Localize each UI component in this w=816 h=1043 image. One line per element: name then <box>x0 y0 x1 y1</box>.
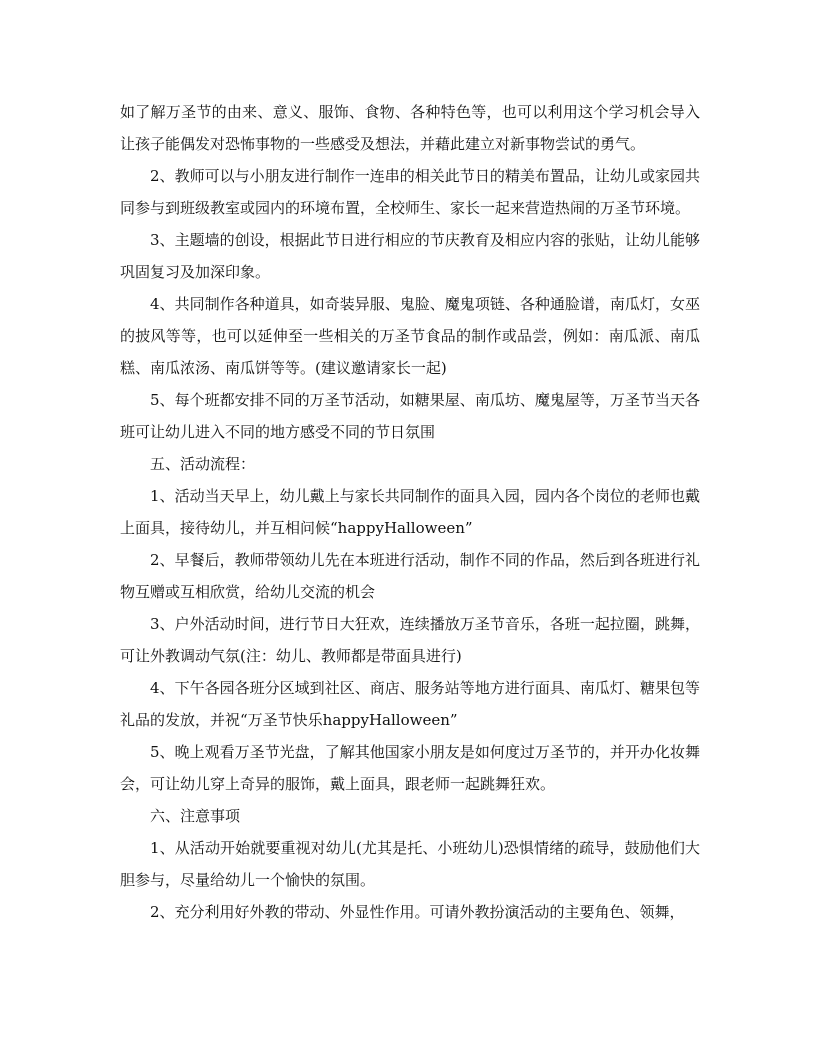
paragraph: 2、充分利用好外教的带动、外显性作用。可请外教扮演活动的主要角色、领舞， <box>150 903 685 921</box>
paragraph: 2、教师可以与小朋友进行制作一连串的相关此节日的精美布置品，让幼儿或家园共同参与到班级教室或园内的环境布置，全校师生、家长一起来营造热闹的万圣节环境。 <box>120 167 700 217</box>
section-heading: 五、活动流程： <box>150 455 256 473</box>
paragraph: 1、从活动开始就要重视对幼儿(尤其是托、小班幼儿)恐惧情绪的疏导，鼓励他们大胆参与，尽量给幼儿一个愉快的氛围。 <box>120 839 700 889</box>
paragraph: 3、户外活动时间，进行节日大狂欢，连续播放万圣节音乐，各班一起拉圈，跳舞，可让外教调动气氛(注：幼儿、教师都是带面具进行) <box>120 615 700 665</box>
paragraph: 1、活动当天早上，幼儿戴上与家长共同制作的面具入园，园内各个岗位的老师也戴上面具，接待幼儿，并互相问候“happyHalloween” <box>120 487 700 537</box>
paragraph: 如了解万圣节的由来、意义、服饰、食物、各种特色等，也可以利用这个学习机会导入让孩子能偶发对恐怖事物的一些感受及想法，并藉此建立对新事物尝试的勇气。 <box>120 103 700 153</box>
section-heading: 六、注意事项 <box>150 807 241 825</box>
paragraph: 4、共同制作各种道具，如奇装异服、鬼脸、魔鬼项链、各种通脸谱，南瓜灯，女巫的披风等等，也可以延伸至一些相关的万圣节食品的制作或品尝，例如：南瓜派、南瓜糕、南瓜浓汤、南瓜饼等等。(建议邀请家长一起) <box>120 295 700 377</box>
paragraph: 3、主题墙的创设，根据此节日进行相应的节庆教育及相应内容的张贴，让幼儿能够巩固复习及加深印象。 <box>120 231 700 281</box>
paragraph: 5、每个班都安排不同的万圣节活动，如糖果屋、南瓜坊、魔鬼屋等，万圣节当天各班可让幼儿进入不同的地方感受不同的节日氛围 <box>120 391 700 441</box>
paragraph: 5、晚上观看万圣节光盘，了解其他国家小朋友是如何度过万圣节的，并开办化妆舞会，可让幼儿穿上奇异的服饰，戴上面具，跟老师一起跳舞狂欢。 <box>120 743 700 793</box>
paragraph: 4、下午各园各班分区域到社区、商店、服务站等地方进行面具、南瓜灯、糖果包等礼品的发放，并祝“万圣节快乐happyHalloween” <box>120 679 700 729</box>
document-body <box>120 96 700 928</box>
paragraph: 2、早餐后，教师带领幼儿先在本班进行活动，制作不同的作品，然后到各班进行礼物互赠或互相欣赏，给幼儿交流的机会 <box>120 551 700 601</box>
